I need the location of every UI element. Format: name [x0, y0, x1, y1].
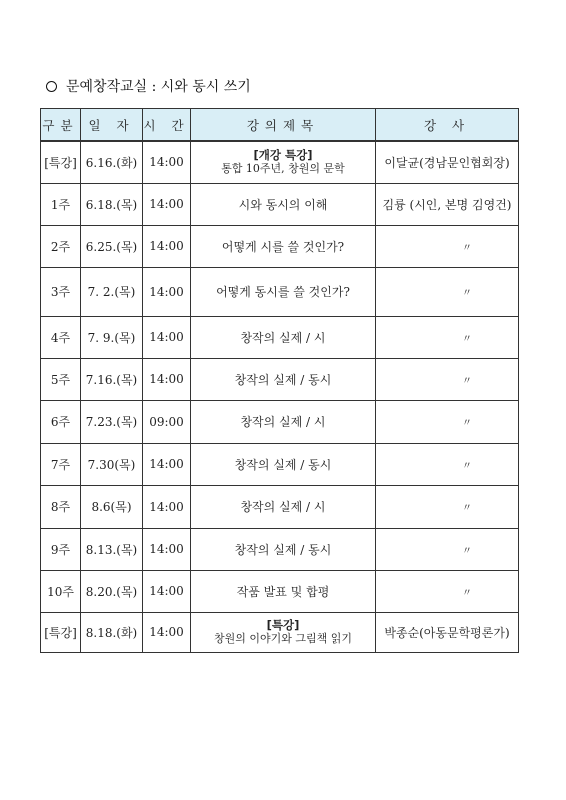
date-cell: 6.16.(화) — [81, 141, 143, 183]
lecturer-cell — [376, 358, 519, 400]
subject-cell — [191, 400, 376, 443]
table-row — [41, 612, 519, 652]
ditto-mark: 〃 — [462, 460, 472, 472]
subject-cell — [191, 141, 376, 183]
title-text: 문예창작교실 : 시와 동시 쓰기 — [66, 79, 251, 95]
circle-bullet-icon — [46, 81, 57, 92]
subject-text: 창원의 이야기와 그림책 읽기 — [213, 631, 352, 645]
division-cell: [특강] — [41, 612, 81, 652]
lecturer-name: 이달균(경남문인협회장) — [384, 155, 510, 170]
subject-cell — [191, 225, 376, 267]
subject-cell — [191, 183, 376, 225]
table-row — [41, 570, 519, 612]
subject-text: 어떻게 시를 쓸 것인가? — [221, 239, 345, 254]
division-cell: 5주 — [41, 358, 81, 400]
schedule-table — [40, 108, 519, 653]
lecturer-cell — [376, 400, 519, 443]
table-row — [41, 358, 519, 400]
schedule-body — [41, 141, 519, 652]
subject-text: 창작의 실제 / 시 — [240, 500, 326, 514]
lecturer-name: 박종순(아동문학평론가) — [384, 625, 510, 640]
table-row — [41, 443, 519, 485]
ditto-mark: 〃 — [462, 503, 472, 514]
table-row — [41, 267, 519, 316]
lecturer-cell — [376, 570, 519, 612]
subject-cell — [191, 316, 376, 358]
table-header-row — [41, 109, 519, 142]
header-division: 구분 — [41, 109, 81, 142]
time-cell: 14:00 — [143, 485, 191, 528]
time-cell: 09:00 — [143, 400, 191, 443]
special-lecture-tag: [개강 특강] — [253, 147, 313, 162]
subject-cell — [191, 485, 376, 528]
lecturer-cell — [376, 183, 519, 225]
division-cell: 9주 — [41, 528, 81, 570]
lecturer-cell — [376, 443, 519, 485]
ditto-mark: 〃 — [462, 288, 472, 299]
subject-cell — [191, 358, 376, 400]
division-cell: [특강] — [41, 141, 81, 183]
subject-text: 창작의 실제 / 동시 — [234, 542, 332, 557]
ditto-mark: 〃 — [462, 333, 472, 345]
ditto-mark: 〃 — [462, 587, 472, 599]
date-cell: 7.30(목) — [81, 443, 143, 485]
subject-cell — [191, 443, 376, 485]
lecturer-name: 김륭 (시인, 본명 김영건) — [382, 197, 512, 212]
ditto-mark: 〃 — [462, 418, 472, 429]
table-row — [41, 316, 519, 358]
date-cell: 7.23.(목) — [81, 400, 143, 443]
special-lecture-tag: [특강] — [266, 617, 300, 632]
division-cell: 4주 — [41, 316, 81, 358]
subject-cell — [191, 570, 376, 612]
division-cell: 3주 — [41, 267, 81, 316]
time-cell: 14:00 — [143, 612, 191, 652]
time-cell: 14:00 — [143, 443, 191, 485]
division-cell: 10주 — [41, 570, 81, 612]
date-cell: 8.6(목) — [81, 485, 143, 528]
subject-text: 어떻게 동시를 쓸 것인가? — [216, 285, 350, 299]
time-cell: 14:00 — [143, 141, 191, 183]
lecturer-cell — [376, 528, 519, 570]
subject-cell — [191, 612, 376, 652]
table-row — [41, 528, 519, 570]
date-cell: 7. 9.(목) — [81, 316, 143, 358]
table-row — [41, 225, 519, 267]
division-cell: 8주 — [41, 485, 81, 528]
time-cell: 14:00 — [143, 570, 191, 612]
subject-text: 창작의 실제 / 시 — [240, 330, 326, 345]
date-cell: 8.18.(화) — [81, 612, 143, 652]
date-cell: 7. 2.(목) — [81, 267, 143, 316]
subject-text: 시와 동시의 이해 — [238, 197, 328, 212]
ditto-mark: 〃 — [462, 375, 472, 387]
division-cell: 6주 — [41, 400, 81, 443]
table-row — [41, 485, 519, 528]
subject-text: 창작의 실제 / 동시 — [234, 372, 332, 387]
division-cell: 7주 — [41, 443, 81, 485]
division-cell: 2주 — [41, 225, 81, 267]
time-cell: 14:00 — [143, 316, 191, 358]
date-cell: 6.25.(목) — [81, 225, 143, 267]
division-cell: 1주 — [41, 183, 81, 225]
table-row — [41, 141, 519, 183]
time-cell: 14:00 — [143, 528, 191, 570]
date-cell: 7.16.(목) — [81, 358, 143, 400]
subject-cell — [191, 528, 376, 570]
lecturer-cell — [376, 612, 519, 652]
header-lecturer: 강 사 — [376, 109, 519, 142]
lecturer-cell — [376, 316, 519, 358]
lecturer-cell — [376, 267, 519, 316]
date-cell: 8.13.(목) — [81, 528, 143, 570]
subject-text: 창작의 실제 / 동시 — [234, 457, 332, 472]
time-cell: 14:00 — [143, 183, 191, 225]
time-cell: 14:00 — [143, 267, 191, 316]
ditto-mark: 〃 — [462, 242, 472, 254]
page-title — [46, 76, 251, 96]
subject-text: 통합 10주년, 창원의 문학 — [221, 161, 345, 175]
ditto-mark: 〃 — [462, 545, 472, 557]
table-row — [41, 400, 519, 443]
time-cell: 14:00 — [143, 358, 191, 400]
lecturer-cell — [376, 141, 519, 183]
subject-text: 창작의 실제 / 시 — [240, 415, 326, 429]
header-time: 시 간 — [143, 109, 191, 142]
subject-cell — [191, 267, 376, 316]
lecturer-cell — [376, 225, 519, 267]
table-row — [41, 183, 519, 225]
header-date: 일 자 — [81, 109, 143, 142]
date-cell: 8.20.(목) — [81, 570, 143, 612]
subject-text: 작품 발표 및 합평 — [236, 584, 330, 599]
time-cell: 14:00 — [143, 225, 191, 267]
date-cell: 6.18.(목) — [81, 183, 143, 225]
header-subject: 강의제목 — [191, 109, 376, 142]
lecturer-cell — [376, 485, 519, 528]
